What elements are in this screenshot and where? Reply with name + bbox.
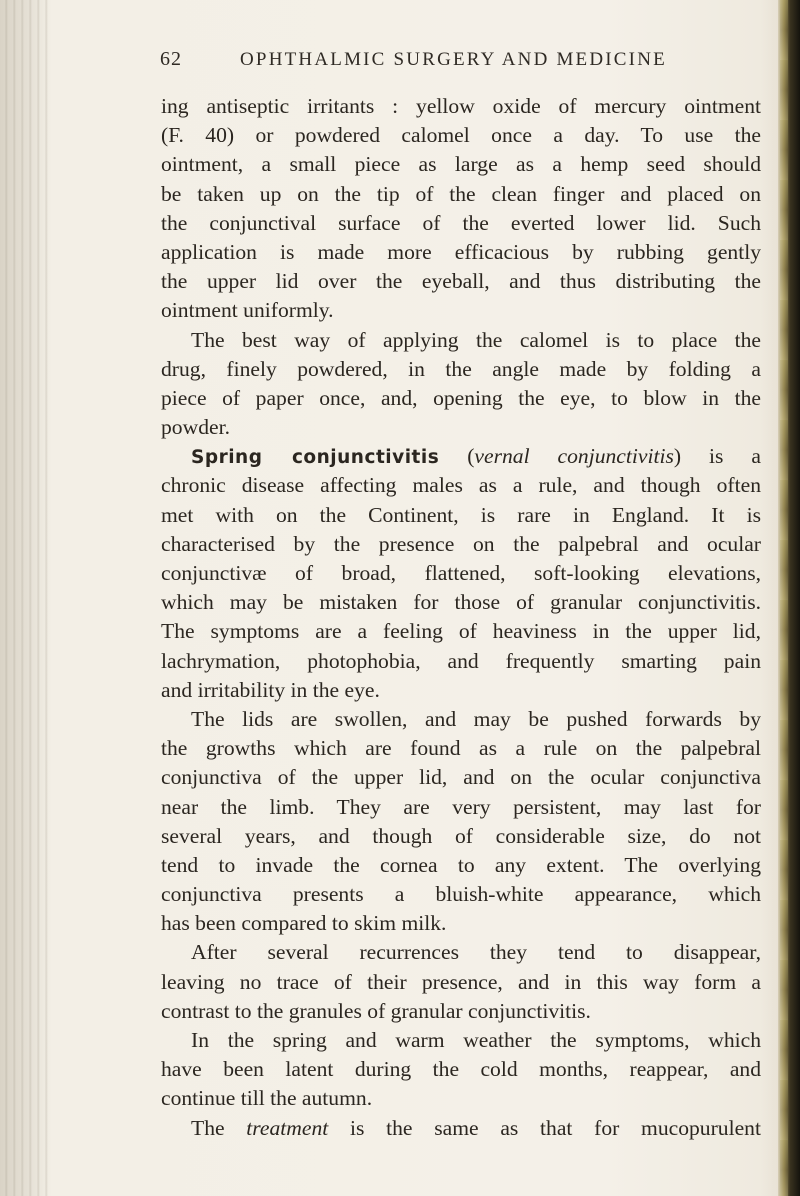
binding-gutter	[0, 0, 52, 1196]
text-line: near the limb. They are very persistent, may last for	[161, 794, 761, 819]
page-number: 62	[160, 48, 182, 70]
text-line: (F. 40) or powdered calomel once a day. To use the	[161, 123, 761, 148]
text-line	[161, 1114, 761, 1143]
text-line: After several recurrences they tend to disappear,	[191, 940, 761, 965]
text-line: ointment, a small piece as large as a hemp seed should	[161, 152, 761, 177]
heading-paren: (	[439, 444, 475, 469]
text-line: ointment uniformly.	[161, 298, 334, 323]
text-line: tend to invade the cornea to any extent. The overlying	[161, 852, 761, 877]
text-line: met with on the Continent, is rare in England. It is	[161, 502, 761, 527]
page-edge	[778, 0, 800, 1196]
heading-rest: ) is a	[673, 444, 762, 469]
text-line: leaving no trace of their presence, and in this way form a	[161, 969, 761, 994]
section-heading: Spring conjunctivitis	[191, 447, 440, 469]
page-header	[160, 48, 760, 78]
text-line: several years, and though of considerable size, do not	[161, 823, 761, 848]
text-line: has been compared to skim milk.	[161, 911, 447, 936]
text-line: be taken up on the tip of the clean finger and placed on	[161, 181, 761, 206]
text-line: drug, finely powdered, in the angle made by folding a	[161, 356, 761, 381]
text-line: In the spring and warm weather the symptoms, which	[191, 1028, 761, 1052]
body-text	[161, 92, 761, 1143]
text-line: and irritability in the eye.	[161, 677, 380, 702]
text-line: piece of paper once, and, opening the eye, to blow in the	[161, 385, 761, 410]
text-line: lachrymation, photophobia, and frequently smarting pain	[161, 648, 761, 673]
running-head: OPHTHALMIC SURGERY AND MEDICINE	[240, 49, 667, 70]
text-line: conjunctiva of the upper lid, and on the ocular conjunctiva	[161, 765, 761, 790]
line-rest: is the same as that for mucopurulent	[328, 1115, 761, 1140]
text-line: characterised by the presence on the palpebral and ocular	[161, 531, 761, 556]
text-line: the growths which are found as a rule on the palpebral	[161, 736, 761, 761]
line-lead: The	[191, 1115, 247, 1140]
text-line: The lids are swollen, and may be pushed forwards by	[191, 706, 761, 731]
text-line: chronic disease affecting males as a rule, and though often	[161, 473, 761, 498]
text-line: conjunctiva presents a bluish-white appearance, which	[161, 882, 761, 907]
section-heading-line	[161, 442, 761, 471]
italic-term: treatment	[246, 1115, 329, 1140]
text-line: The symptoms are a feeling of heaviness in the upper lid,	[161, 619, 761, 644]
text-line: conjunctivæ of broad, flattened, soft-looking elevations,	[161, 561, 761, 585]
text-line: ing antiseptic irritants : yellow oxide of mercury ointment	[161, 94, 761, 118]
text-line: continue till the autumn.	[161, 1086, 373, 1111]
text-line: the conjunctival surface of the everted lower lid. Such	[161, 210, 761, 235]
heading-italic: vernal conjunctivitis	[474, 444, 674, 469]
text-line: The best way of applying the calomel is to place the	[191, 327, 761, 352]
text-line: the upper lid over the eyeball, and thus distributing the	[161, 269, 761, 294]
text-line: which may be mistaken for those of granular conjunctivitis.	[161, 590, 761, 615]
text-line: contrast to the granules of granular conjunctivitis.	[161, 998, 591, 1023]
text-line: have been latent during the cold months, reappear, and	[161, 1057, 761, 1082]
text-line: powder.	[161, 415, 230, 440]
text-line: application is made more efficacious by rubbing gently	[161, 239, 761, 264]
